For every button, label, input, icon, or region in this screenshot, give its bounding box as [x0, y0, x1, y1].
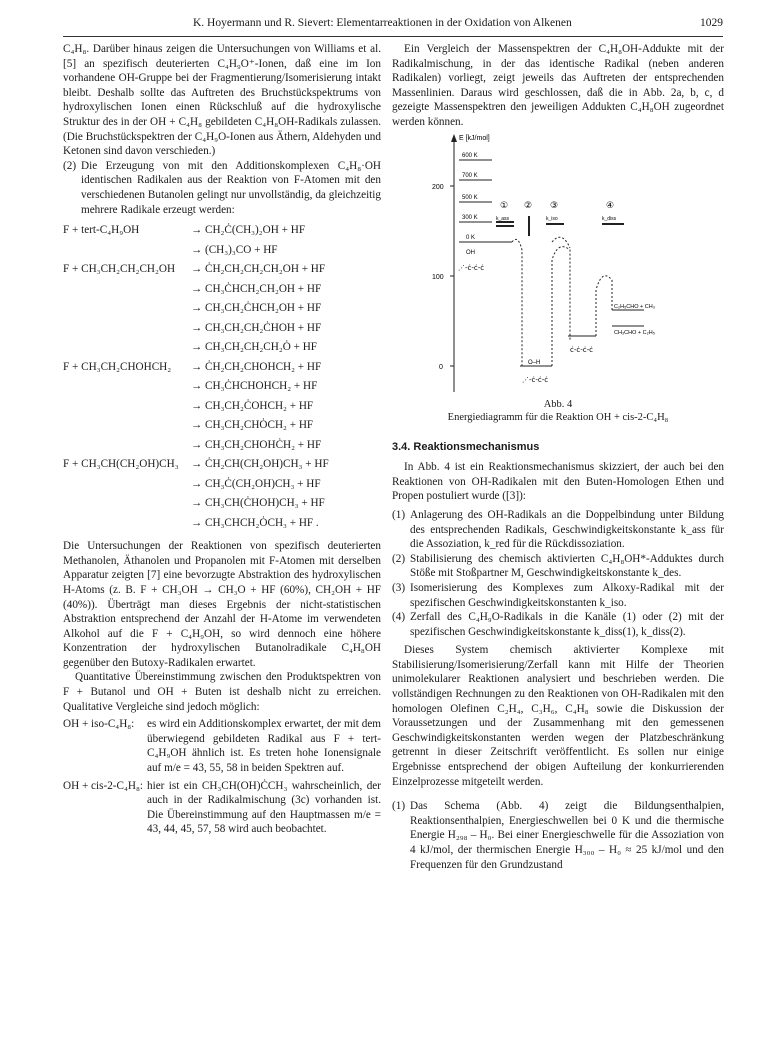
- products: → CH₃CH₂ĊHCH₂OH + HF: [191, 302, 322, 315]
- list-number: (1): [392, 800, 406, 813]
- figure-caption: [392, 398, 724, 424]
- page-number: 1029: [700, 17, 723, 29]
- product-label: C₂H₅CHO + CH₃: [614, 303, 655, 310]
- comparison-item: [63, 779, 381, 837]
- products: → CH₃CHCH₂ȮCH₃ + HF .: [191, 516, 319, 529]
- list-number: (1): [392, 508, 406, 521]
- level-label: 700 K: [462, 172, 478, 179]
- list-text: Das Schema (Abb. 4) zeigt die Bildungsenthalpien, Reaktionsenthalpien, Energieschwellen bei 0 K und die thermische Energie H₂₉₈ – H₀. Bei einer Energieschwelle für die Assoziation von 4 kJ/mol, der thermischen Energie H₃₀₀ – H₀ ≈ 25 kJ/mol und den Frequenzen für den Grundzustand: [410, 800, 724, 871]
- products: → CH₃CH(ĊHOH)CH₃ + HF: [191, 497, 325, 510]
- reactants: [63, 319, 191, 339]
- comparison-text: es wird ein Additionskomplex erwartet, der mit dem überwiegend gebildeten Radikal aus F + tert-C₄H₉OH ähnlich ist. Es treten hohe Ionensignale auf m/e = 43, 55, 58 in beiden Spektren auf.: [147, 718, 381, 775]
- comparison-label: OH + cis-2-C₄H₈:: [63, 779, 143, 792]
- reaction-list: [63, 221, 381, 533]
- energy-diagram: [392, 130, 724, 398]
- list-number: (4): [392, 611, 406, 624]
- axis-arrow-icon: [451, 134, 457, 142]
- running-header: [63, 14, 723, 37]
- products: → CH₂Ċ(CH₃)₂OH + HF: [191, 224, 306, 237]
- reactants: F + tert-C₄H₉OH: [63, 224, 140, 237]
- reactants: F + CH₃CH(CH₂OH)CH₃: [63, 458, 179, 471]
- products: → ĊH₂CH₂CHOHCH₂ + HF: [191, 360, 322, 373]
- reaction-row: [63, 514, 381, 534]
- reaction-row: [63, 260, 381, 280]
- right-column: [392, 42, 724, 872]
- structure-sketch: ċ-ċ-ċ-ċ: [570, 345, 593, 354]
- level-label: 500 K: [462, 194, 478, 201]
- level-label: 600 K: [462, 152, 478, 159]
- step-number: ④: [606, 200, 615, 211]
- paragraph: Ein Vergleich der Massenspektren der C₄H₈OH-Addukte mit der Radikalmischung, in der das identische Radikal (neben anderen Radikalen) vorliegt, zeigt jeweils das Auftreten der entsprechenden Massenlinien. Daraus wird geschlossen, daß die in Abb. 2a, b, c, d gezeigte Massenspektren den jeweiligen Addukten C₄H₈OH zugeordnet werden können.: [392, 43, 724, 128]
- step-number: ③: [550, 200, 559, 211]
- comparison-label: OH + iso-C₄H₈:: [63, 718, 135, 731]
- reactants: F + CH₃CH₂CH₂CH₂OH: [63, 263, 176, 276]
- reaction-row: [63, 416, 381, 436]
- section-heading: 3.4. Reaktionsmechanismus: [392, 440, 540, 453]
- step-name: k_diss: [602, 215, 617, 222]
- products: → CH₃CH₂CHOHĊH₂ + HF: [191, 438, 322, 451]
- barrier-curve: [552, 237, 570, 248]
- list-item: [63, 159, 381, 217]
- reaction-row: [63, 475, 381, 495]
- list-number: (3): [392, 581, 406, 594]
- list-item: [392, 508, 724, 552]
- reaction-row: [63, 299, 381, 319]
- left-column: [63, 42, 381, 837]
- reactants: [63, 397, 191, 417]
- reaction-row: [63, 338, 381, 358]
- reactants: [63, 377, 191, 397]
- paragraph: In Abb. 4 ist ein Reaktionsmechanismus skizziert, der auch bei den Reaktionen von OH-Radikalen mit den Buten-Homologen Ethen und Propen postuliert wurde ([3]):: [392, 461, 724, 503]
- reaction-row: [63, 319, 381, 339]
- caption-title: Abb. 4: [543, 398, 573, 410]
- paragraph: Quantitative Übereinstimmung zwischen den Produktspektren von F + Butanol und OH + Buten ist deshalb nicht zu erreichen. Qualitative Vergleiche sind jedoch möglich:: [63, 671, 381, 713]
- list-item: [392, 552, 724, 581]
- list-number: (2): [392, 552, 406, 565]
- products: → ĊH₂CH₂CH₂CH₂OH + HF: [191, 263, 326, 276]
- tick-label: 0: [439, 363, 443, 371]
- products: → CH₃CH₂CH₂ĊHOH + HF: [191, 321, 322, 334]
- reaction-row: [63, 455, 381, 475]
- products: → (CH₃)₃CO + HF: [191, 243, 278, 256]
- species-label: O–H: [528, 359, 541, 366]
- list-number: (2): [63, 159, 77, 172]
- products: → CH₃CH₂CHȮCH₂ + HF: [191, 419, 314, 432]
- caption-text: Energiediagramm für die Reaktion OH + cis-2-C₄H₈: [447, 411, 669, 423]
- comparison-item: [63, 717, 381, 775]
- reactants: [63, 436, 191, 456]
- list-text: Anlagerung des OH-Radikals an die Doppelbindung unter Bildung des entsprechenden Radikals, Geschwindigkeitskonstante k_ass für die Assoziation, k_red für die Rückdissoziation.: [410, 508, 724, 551]
- products: → CH₃CH₂ĊOHCH₂ + HF: [191, 399, 314, 412]
- list-text: Die Erzeugung von mit den Additionskomplexen C₄H₈·OH identischen Radikalen aus der Reaktion von F-Atomen mit den verschiedenen Butanolen gelingt nur unvollständig, da gleichzeitig mehrere Radikale erzeugt werden:: [81, 159, 381, 216]
- reaction-row: [63, 358, 381, 378]
- barrier-curve: [512, 239, 522, 366]
- reaction-row: [63, 280, 381, 300]
- step-name: k_ass: [496, 215, 510, 222]
- list-text: Zerfall des C₄H₉O-Radikals in die Kanäle (1) oder (2) mit der spezifischen Geschwindigkeitskonstante k_diss(1), k_diss(2).: [410, 611, 724, 638]
- axis-label: E [kJ/mol]: [459, 134, 490, 142]
- products: → CH₃ĊHCHOHCH₂ + HF: [191, 380, 318, 393]
- reactants: [63, 241, 191, 261]
- reaction-row: [63, 377, 381, 397]
- energy-diagram-svg: [392, 130, 724, 398]
- structure-sketch: ⋰-ċ-ċ-ċ: [522, 375, 549, 384]
- step-number: ②: [524, 200, 533, 211]
- reactants: [63, 514, 191, 534]
- products: → CH₃ĊHCH₂CH₂OH + HF: [191, 282, 322, 295]
- reactants: [63, 338, 191, 358]
- reaction-row: [63, 494, 381, 514]
- reaction-row: [63, 241, 381, 261]
- comparison-text: hier ist ein CH₃CH(OH)ĊCH₃ wahrscheinlich, der auch in der Radikalmischung (3c) vorhanden ist. Die Übereinstimmung auf den Hauptmassen m/e = 43, 44, 45, 57, 58 wird auch beobachtet.: [147, 779, 381, 836]
- list-text: Stabilisierung des chemisch aktivierten C₄H₈OH*-Adduktes durch Stöße mit Stoßpartner M, Geschwindigkeitskonstante k_des.: [410, 552, 724, 580]
- running-title: K. Hoyermann und R. Sievert: Elementarreaktionen in der Oxidation von Alkenen: [193, 17, 572, 29]
- products: → CH₃Ċ(CH₂OH)CH₃ + HF: [191, 477, 321, 490]
- reaction-row: [63, 397, 381, 417]
- level-label: 300 K: [462, 214, 478, 221]
- level-label: 0 K: [466, 234, 476, 241]
- list-item: [392, 581, 724, 610]
- species-label: OH: [466, 249, 475, 256]
- paragraph: Die Untersuchungen der Reaktionen von spezifisch deuterierten Methanolen, Äthanolen und Propanolen mit F-Atomen mit derselben Apparatur zeigten [7] eine bevorzugte Abstraktion des hydroxylischen H-Atoms (z. B. F + CH₃OH → CH₃O + HF (60%), CH₂OH + HF (40%)). Überträgt man dieses Ergebnis der nicht-statistischen Abstraktion entsprechend der Anzahl der H-Atome im verwendeten Alkohol auf die F + C₄H₉OH, so wird dennoch eine höhere Konzentration der hydroxylischen Butanolradikale C₄H₈OH gegenüber den Butoxy-Radikalen erwartet.: [63, 540, 381, 669]
- reaction-row: [63, 221, 381, 241]
- tick-label: 200: [432, 183, 444, 191]
- tick-label: 100: [432, 273, 444, 281]
- barrier-curve: [596, 275, 612, 335]
- list-item: [392, 610, 724, 639]
- reactants: [63, 280, 191, 300]
- mechanism-list: [392, 508, 724, 639]
- list-item: [392, 799, 724, 872]
- products: → CH₃CH₂CH₂CH₂Ȯ + HF: [191, 341, 318, 354]
- reactants: [63, 494, 191, 514]
- paragraph: C₄H₈. Darüber hinaus zeigen die Untersuchungen von Williams et al. [5] an spezifisch deuterierten C₄H₉O⁺-Ionen, daß eine im Ion vorhandene OH-Gruppe bei der Fragmentierung/Isomerisierung intakt bleibt. Deshalb sollte das Auftreten des Bruchstückspektrums von hydroxylischen Ionen einen Rückschluß auf die hydroxylische Struktur des in der OH + C₄H₈ gebildeten C₄H₈OH-Radikals zulassen. (Die Bruchstückspektren der C₄H₉O-Ionen aus Äthern, Aldehyden und Ketonen sind davon verschieden.): [63, 43, 381, 158]
- reactants: [63, 416, 191, 436]
- barrier-curve: [552, 246, 570, 365]
- products: → ĊH₂CH(CH₂OH)CH₃ + HF: [191, 458, 329, 471]
- reactants: F + CH₃CH₂CHOHCH₂: [63, 360, 172, 373]
- reactants: [63, 299, 191, 319]
- reactants: [63, 475, 191, 495]
- structure-sketch: ⋰-ċ-ċ-ċ: [458, 263, 485, 272]
- step-number: ①: [500, 200, 509, 211]
- step-name: k_iso: [546, 215, 558, 222]
- product-label: CH₃CHO + C₂H₅: [614, 329, 655, 336]
- list-text: Isomerisierung des Komplexes zum Alkoxy-Radikal mit der spezifischen Geschwindigkeitskonstanten k_iso.: [410, 581, 724, 609]
- paragraph: Dieses System chemisch aktivierter Komplexe mit Stabilisierung/Isomerisierung/Zerfall kann mit Hilfe der Theorien unimolekularer Reaktionen analysiert und beschrieben werden. Die vollständigen Rechnungen zu den Reaktionen von OH-Radikalen mit den homologen Olefinen C₂H₄, C₃H₆, C₄H₈ sowie die Diskussion der Voraussetzungen und der Zusammenhang mit den gemessenen Geschwindigkeitskonstanten werden wegen der Platzbeschränkung getrennt in dieser Zeitschrift veröffentlicht. Es sollen nur einige Ergebnisse entsprechend der obigen Aufteilung der konkurrierenden Einzelprozesse mitgeteilt werden.: [392, 644, 724, 788]
- reaction-row: [63, 436, 381, 456]
